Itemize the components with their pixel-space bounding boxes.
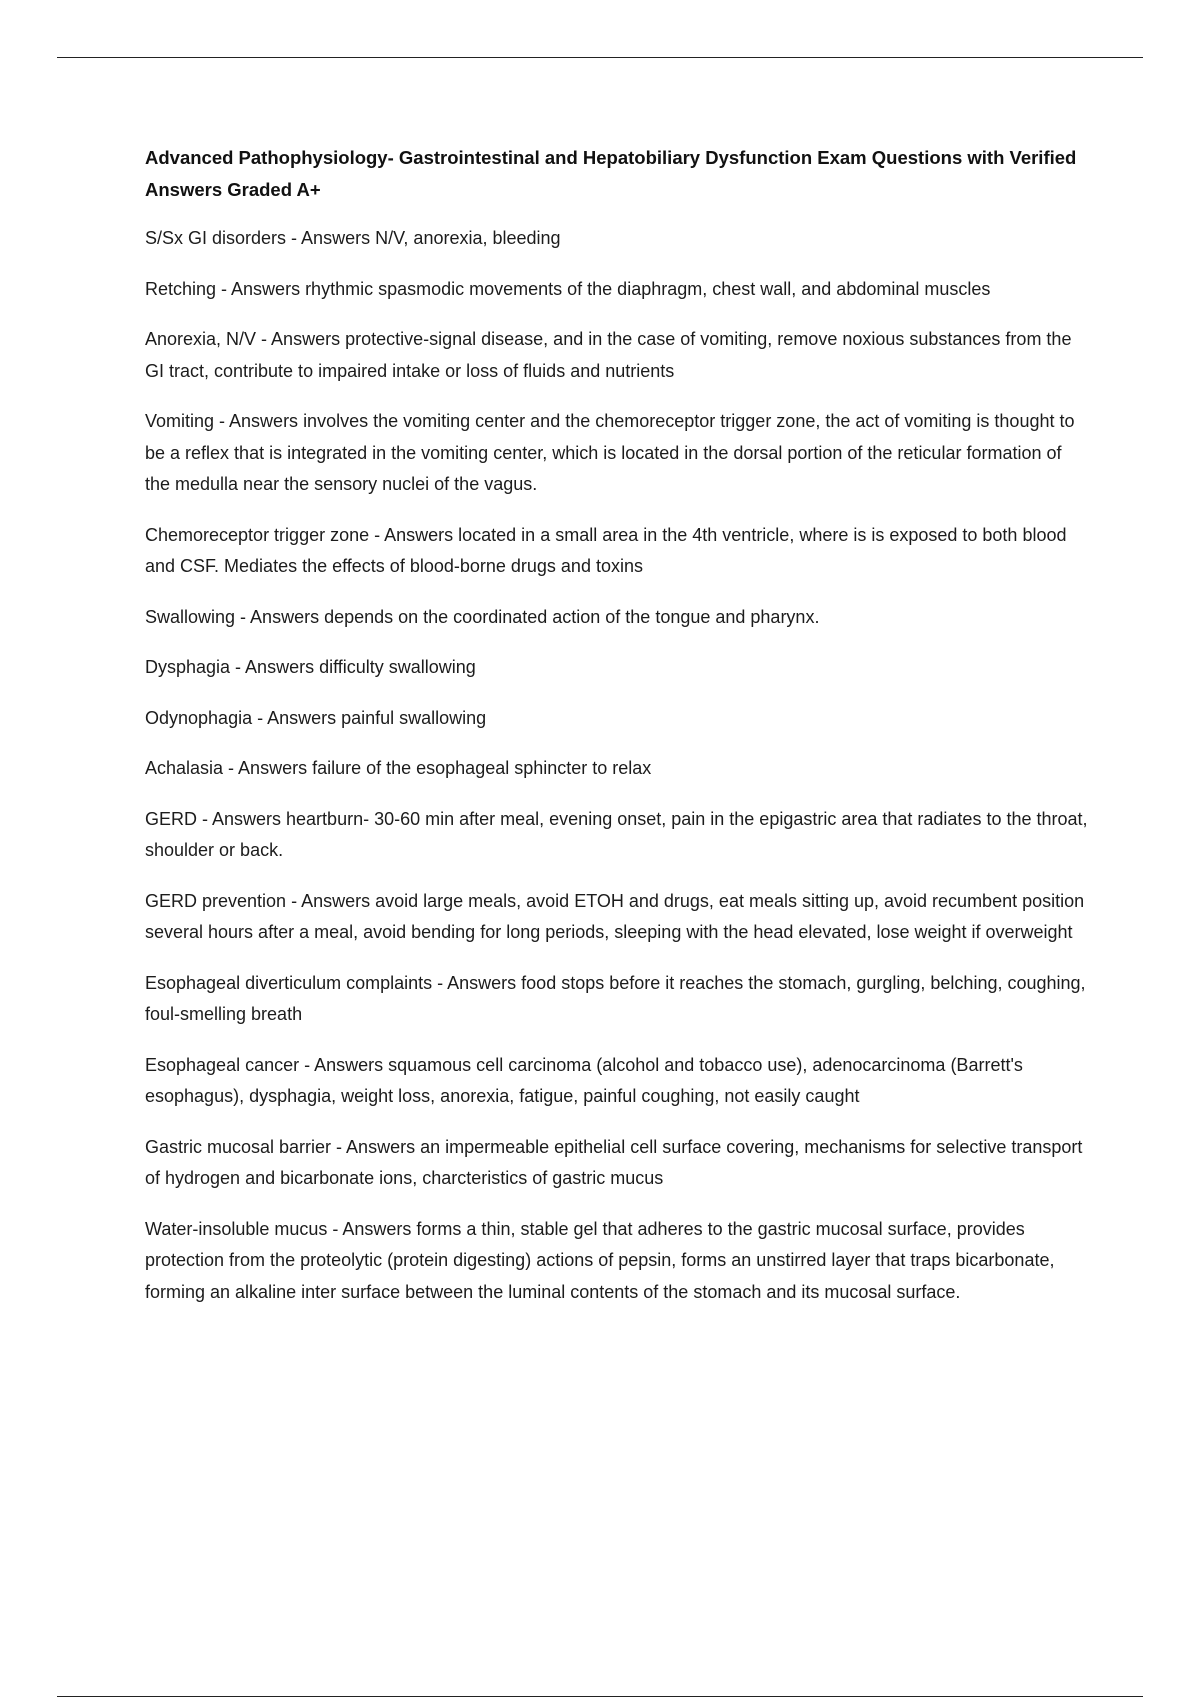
qa-item: Dysphagia - Answers difficulty swallowing bbox=[145, 657, 476, 677]
qa-item: Water-insoluble mucus - Answers forms a thin, stable gel that adheres to the gastric mucosal surface, provides protection from the proteolytic (protein digesting) actions of pepsin, forms an unstirred layer that traps bicarbonate, forming an alkaline inter surface between the luminal contents of the stomach and its mucosal surface. bbox=[145, 1218, 1055, 1302]
document-body bbox=[145, 142, 1090, 1327]
document-title: Advanced Pathophysiology- Gastrointestinal and Hepatobiliary Dysfunction Exam Questions with Verified Answers Graded A+ bbox=[145, 147, 1077, 200]
qa-item: Esophageal diverticulum complaints - Answers food stops before it reaches the stomach, gurgling, belching, coughing, foul-smelling breath bbox=[145, 972, 1086, 1024]
qa-item: Retching - Answers rhythmic spasmodic movements of the diaphragm, chest wall, and abdominal muscles bbox=[145, 278, 991, 299]
qa-item: Achalasia - Answers failure of the esophageal sphincter to relax bbox=[145, 758, 652, 778]
qa-item: Anorexia, N/V - Answers protective-signal disease, and in the case of vomiting, remove noxious substances from the GI tract, contribute to impaired intake or loss of fluids and nutrients bbox=[145, 329, 1072, 381]
qa-item: Vomiting - Answers involves the vomiting center and the chemoreceptor trigger zone, the act of vomiting is thought to be a reflex that is integrated in the vomiting center, which is located in the dorsal portion of the reticular formation of the medulla near the sensory nuclei of the vagus. bbox=[145, 411, 1075, 494]
header-rule bbox=[57, 57, 1143, 58]
qa-item: Chemoreceptor trigger zone - Answers located in a small area in the 4th ventricle, where is is exposed to both blood and CSF. Mediates the effects of blood-borne drugs and toxins bbox=[145, 524, 1067, 576]
qa-item: Esophageal cancer - Answers squamous cell carcinoma (alcohol and tobacco use), adenocarcinoma (Barrett's esophagus), dysphagia, weight loss, anorexia, fatigue, painful coughing, not easily caught bbox=[145, 1054, 1023, 1106]
qa-item: Swallowing - Answers depends on the coordinated action of the tongue and pharynx. bbox=[145, 606, 820, 627]
qa-item: S/Sx GI disorders - Answers N/V, anorexia, bleeding bbox=[145, 228, 561, 248]
qa-item: Odynophagia - Answers painful swallowing bbox=[145, 707, 487, 728]
footer-rule bbox=[57, 1696, 1143, 1697]
qa-item: Gastric mucosal barrier - Answers an impermeable epithelial cell surface covering, mechanisms for selective transport of hydrogen and bicarbonate ions, charcteristics of gastric mucus bbox=[145, 1136, 1083, 1188]
qa-item: GERD - Answers heartburn- 30-60 min after meal, evening onset, pain in the epigastric area that radiates to the throat, shoulder or back. bbox=[145, 808, 1088, 860]
qa-item: GERD prevention - Answers avoid large meals, avoid ETOH and drugs, eat meals sitting up, avoid recumbent position several hours after a meal, avoid bending for long periods, sleeping with the head elevated, lose weight if overweight bbox=[145, 890, 1085, 942]
